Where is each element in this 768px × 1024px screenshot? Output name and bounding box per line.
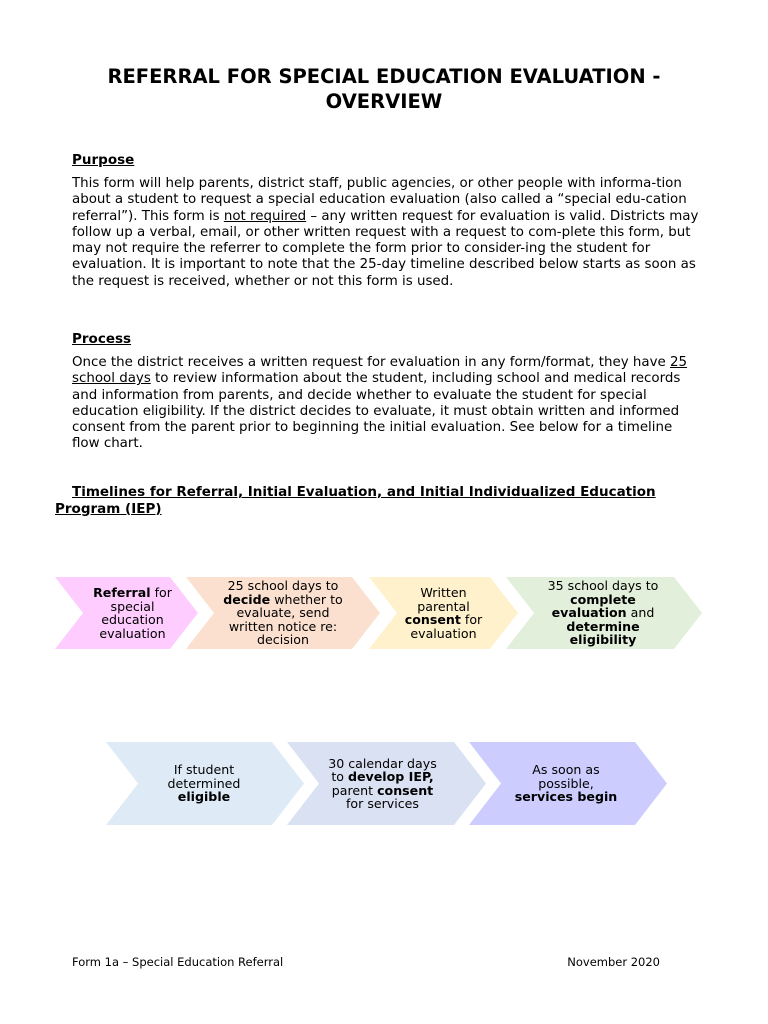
process-text-2: to review information about the student, including school and medical records and information from parents, and decide whether to evaluate the student for special education eligibility. If the district decides to evaluate, it must obtain written and informed consent from the parent prior to beginning the initial evaluation. See below for a timeline flow chart.	[72, 371, 681, 452]
flow-step-1-1-text-2: for special education evaluation	[99, 585, 172, 641]
flow-step-2-1-label	[146, 742, 262, 825]
flow-step-2-2-text-2: develop IEP,	[347, 769, 434, 784]
purpose-heading: Purpose	[72, 152, 135, 168]
flow-step-2-2-label	[323, 742, 442, 825]
flow-step-2-3-text-2: services begin	[514, 789, 618, 805]
flow-step-1-4-text-4: determine eligibility	[566, 618, 640, 648]
flow-step-1-4-text-2: complete evaluation	[551, 591, 636, 621]
process-text-1: Once the district receives a written request for evaluation in any form/format, they have	[72, 355, 670, 370]
flow-step-1-1-label	[89, 577, 176, 649]
page-title-line2: OVERVIEW	[325, 90, 443, 113]
flow-step-1-3-text-2: consent	[404, 612, 461, 627]
flow-step-2-2-text-3: parent	[331, 782, 378, 798]
flow-step-2-2-text-1: 30 calendar days to	[328, 755, 437, 784]
process-text-underline: 25 school days	[72, 355, 688, 387]
flow-step-2-1-text-2: eligible	[177, 789, 231, 805]
flow-step-1-1-text-1: Referral	[93, 585, 151, 600]
footer-form-name: Form 1a – Special Education Referral	[72, 955, 284, 969]
flow-step-2-1-text-1: If student determined	[167, 762, 241, 791]
timelines-heading: Timelines for Referral, Initial Evaluation, and Initial Individualized Education Program (IEP)	[55, 484, 656, 517]
flow-step-1-2-text-3: whether to evaluate, send written notice re: decision	[228, 591, 343, 648]
footer-date: November 2020	[567, 955, 660, 969]
flow-step-1-4-label	[544, 577, 662, 649]
flow-step-1-2-text-1: 25 school days to	[227, 578, 339, 594]
flow-step-1-3-text-1: Written parental	[417, 585, 470, 614]
flow-step-1-3-label	[399, 577, 488, 649]
page-title-line1: REFERRAL FOR SPECIAL EDUCATION EVALUATION -	[107, 65, 661, 88]
purpose-text-2: – any written request for evaluation is valid. Districts may follow up a verbal, email, or other written request with a request to com-plete this form, but may not require the referrer to complete the form prior to consider-ing the student for evaluation. It is important to note that the 25-day timeline described below starts as soon as the request is received, whether or not this form is used.	[72, 208, 699, 289]
flow-step-1-2-text-2: decide	[223, 591, 271, 607]
flow-step-1-3-text-3: for evaluation	[410, 612, 483, 641]
flow-step-1-2-label	[222, 577, 344, 649]
flow-step-1-4-text-3: and	[626, 605, 655, 621]
flow-step-2-3-label	[509, 742, 623, 825]
flow-step-2-3-text-1: As soon as possible,	[532, 762, 600, 791]
flow-step-2-2-text-5: for services	[346, 796, 419, 811]
flow-step-2-2-text-4: consent	[377, 782, 434, 798]
purpose-text-1: This form will help parents, district staff, public agencies, or other people with informa-tion about a student to request a special education evaluation (also called a “special edu-cation referral”). This form is	[72, 176, 687, 224]
flow-step-1-4-text-1: 35 school days to	[547, 578, 659, 594]
purpose-text-underline: not required	[223, 208, 307, 224]
process-heading: Process	[72, 331, 132, 347]
